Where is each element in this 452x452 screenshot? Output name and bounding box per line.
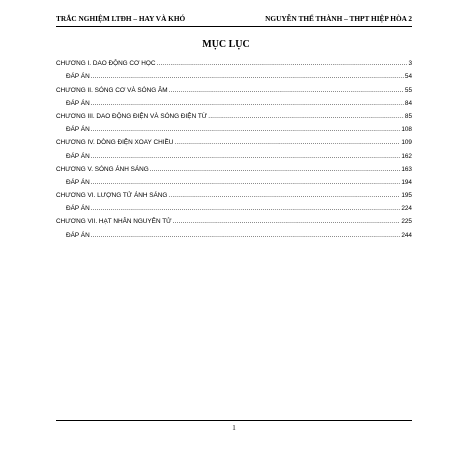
- toc-entry-chapter[interactable]: [56, 108, 412, 121]
- toc-leader-dots: [150, 166, 401, 174]
- toc-entry-label: ĐÁP ÁN: [66, 205, 90, 213]
- toc-entry-page: 163: [401, 165, 412, 173]
- toc-entry-page: 244: [401, 231, 412, 239]
- toc-entry-label: CHƯƠNG VII. HẠT NHÂN NGUYÊN TỬ: [56, 218, 172, 226]
- toc-leader-dots: [173, 218, 401, 226]
- toc-entry-page: 108: [401, 126, 412, 134]
- toc-entry-answers[interactable]: [56, 68, 412, 81]
- toc-entry-label: CHƯƠNG IV. DÒNG ĐIỆN XOAY CHIỀU: [56, 139, 174, 147]
- toc-entry-page: 55: [404, 86, 412, 94]
- toc-leader-dots: [169, 87, 404, 95]
- table-of-contents: [56, 55, 412, 240]
- toc-leader-dots: [91, 179, 401, 187]
- toc-entry-label: CHƯƠNG V. SÓNG ÁNH SÁNG: [56, 165, 149, 173]
- toc-entry-page: 109: [401, 139, 412, 147]
- toc-leader-dots: [91, 100, 404, 108]
- toc-entry-label: ĐÁP ÁN: [66, 231, 90, 239]
- toc-entry-chapter[interactable]: [56, 161, 412, 174]
- page-footer: [56, 420, 412, 433]
- toc-entry-answers[interactable]: [56, 200, 412, 213]
- toc-entry-label: ĐÁP ÁN: [66, 178, 90, 186]
- page-number: 1: [232, 424, 236, 432]
- toc-entry-page: 194: [401, 178, 412, 186]
- header-right-text: NGUYỄN THẾ THÀNH – THPT HIỆP HÒA 2: [265, 14, 412, 23]
- toc-entry-answers[interactable]: [56, 147, 412, 160]
- toc-entry-chapter[interactable]: [56, 81, 412, 94]
- toc-entry-page: 195: [401, 192, 412, 200]
- toc-entry-label: ĐÁP ÁN: [66, 73, 90, 81]
- toc-entry-page: 224: [401, 205, 412, 213]
- toc-leader-dots: [157, 60, 408, 68]
- toc-leader-dots: [91, 73, 404, 81]
- toc-entry-label: CHƯƠNG VI. LƯỢNG TỬ ÁNH SÁNG: [56, 192, 168, 200]
- toc-leader-dots: [174, 139, 400, 147]
- toc-entry-page: 85: [404, 112, 412, 120]
- toc-leader-dots: [91, 153, 401, 161]
- toc-leader-dots: [208, 113, 404, 121]
- toc-leader-dots: [91, 126, 401, 134]
- toc-entry-answers[interactable]: [56, 226, 412, 239]
- toc-entry-label: CHƯƠNG I. DAO ĐỘNG CƠ HỌC: [56, 60, 156, 68]
- running-header: [56, 14, 412, 27]
- toc-entry-chapter[interactable]: [56, 213, 412, 226]
- toc-entry-page: 54: [404, 73, 412, 81]
- toc-leader-dots: [91, 232, 401, 240]
- toc-entry-label: ĐÁP ÁN: [66, 126, 90, 134]
- toc-entry-label: CHƯƠNG II. SÓNG CƠ VÀ SÓNG ÂM: [56, 86, 168, 94]
- toc-entry-chapter[interactable]: [56, 134, 412, 147]
- toc-entry-label: ĐÁP ÁN: [66, 99, 90, 107]
- toc-title: MỤC LỤC: [202, 39, 250, 50]
- toc-leader-dots: [91, 205, 401, 213]
- toc-entry-answers[interactable]: [56, 174, 412, 187]
- toc-entry-label: CHƯƠNG III. DAO ĐỘNG ĐIỆN VÀ SÓNG ĐIỆN TỪ: [56, 112, 208, 120]
- toc-entry-chapter[interactable]: [56, 55, 412, 68]
- toc-entry-page: 162: [401, 152, 412, 160]
- toc-leader-dots: [168, 192, 400, 200]
- toc-entry-label: ĐÁP ÁN: [66, 152, 90, 160]
- toc-entry-answers[interactable]: [56, 95, 412, 108]
- toc-entry-page: 84: [404, 99, 412, 107]
- toc-entry-page: 225: [401, 218, 412, 226]
- toc-entry-page: 3: [408, 60, 412, 68]
- toc-entry-chapter[interactable]: [56, 187, 412, 200]
- header-left-text: TRẮC NGHIỆM LTĐH – HAY VÀ KHÓ: [56, 14, 186, 23]
- toc-entry-answers[interactable]: [56, 121, 412, 134]
